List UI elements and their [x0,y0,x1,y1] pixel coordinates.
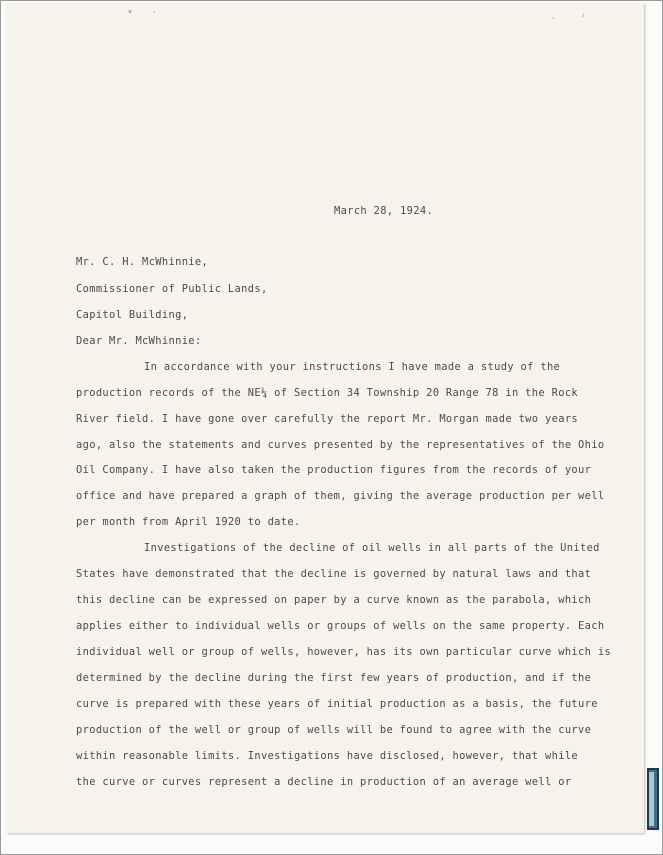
scrollbar-thumb-highlight [649,772,654,826]
paragraph-line: Investigations of the decline of oil wells in all parts of the United [144,542,600,554]
paragraph-line: applies either to individual wells or groups of wells on the same property. Each [76,620,605,632]
paragraph-line: curve is prepared with these years of initial production as a basis, the future [76,698,598,710]
paragraph-line: River field. I have gone over carefully the report Mr. Morgan made two years [76,413,579,425]
address-line: Capitol Building, [76,309,189,321]
paragraph-line: ago, also the statements and curves presented by the representatives of the Ohio [76,439,605,451]
stray-mark: ' [580,12,587,25]
address-line: Commissioner of Public Lands, [76,283,268,295]
paragraph-line: Oil Company. I have also taken the production figures from the records of your [76,464,592,476]
paragraph-line: per month from April 1920 to date. [76,516,301,528]
paragraph-line: production of the well or group of wells will be found to agree with the curve [76,724,592,736]
address-line: Mr. C. H. McWhinnie, [76,256,209,268]
letter-date: March 28, 1924. [334,205,434,217]
paragraph-line: office and have prepared a graph of them, giving the average production per well [76,490,605,502]
paragraph-line: this decline can be expressed on paper by a curve known as the parabola, which [76,594,592,606]
paragraph-line: individual well or group of wells, however, has its own particular curve which is [76,646,612,658]
stray-marks: • · [127,7,164,18]
paragraph-line: determined by the decline during the first few years of production, and if the [76,672,592,684]
stray-mark: · [550,12,557,25]
paragraph-line: the curve or curves represent a decline in production of an average well or [76,776,572,788]
paragraph-line: States have demonstrated that the decline is governed by natural laws and that [76,568,592,580]
paragraph-line: within reasonable limits. Investigations have disclosed, however, that while [76,750,579,762]
paragraph-line: production records of the NE¼ of Section 34 Township 20 Range 78 in the Rock [76,387,579,399]
paragraph-line: In accordance with your instructions I have made a study of the [144,361,561,373]
salutation: Dear Mr. McWhinnie: [76,335,202,347]
